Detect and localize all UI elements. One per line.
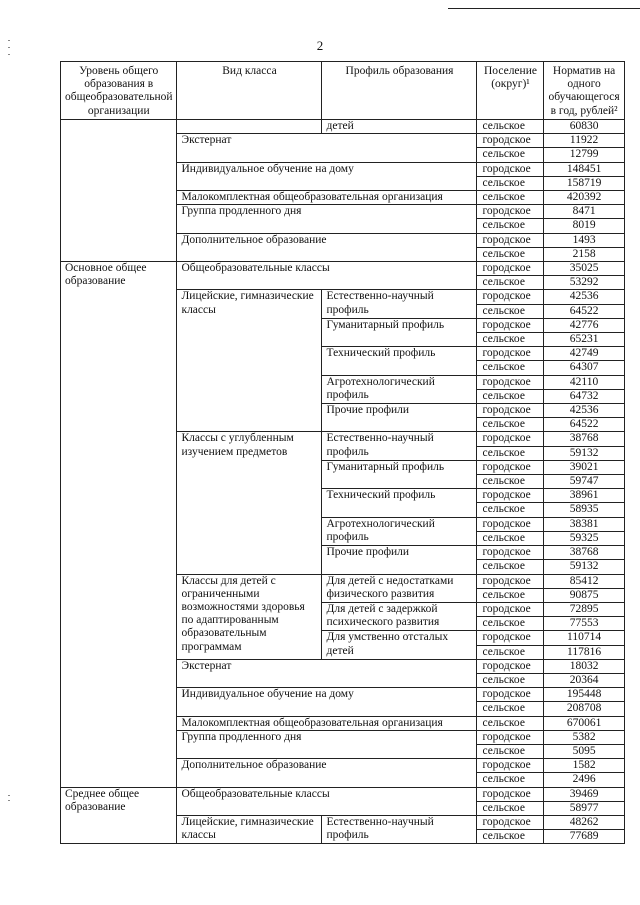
normative-cell: 195448 xyxy=(544,688,624,702)
settlement-cell: сельское xyxy=(477,830,544,844)
normatives-table xyxy=(60,61,625,844)
normative-cell: 1493 xyxy=(544,233,624,247)
header-profile: Профиль образования xyxy=(322,62,477,120)
normative-cell: 2496 xyxy=(544,773,624,787)
normative-cell: 5095 xyxy=(544,744,624,758)
normative-cell: 64522 xyxy=(544,418,624,432)
settlement-cell: сельское xyxy=(477,645,544,659)
class-kind-cell: Малокомплектная общеобразовательная организация xyxy=(177,716,477,730)
profile-cell: Естественно-научный профиль xyxy=(322,432,477,460)
normative-cell: 58935 xyxy=(544,503,624,517)
normative-cell: 64522 xyxy=(544,304,624,318)
settlement-cell: сельское xyxy=(477,716,544,730)
profile-cell: Прочие профили xyxy=(322,404,477,432)
level-cell: Среднее общее образование xyxy=(61,787,177,844)
normative-cell: 35025 xyxy=(544,262,624,276)
level-cell xyxy=(61,120,177,262)
settlement-cell: городское xyxy=(477,759,544,773)
settlement-cell: сельское xyxy=(477,418,544,432)
settlement-cell: сельское xyxy=(477,702,544,716)
normative-cell: 65231 xyxy=(544,333,624,347)
normative-cell: 58977 xyxy=(544,801,624,815)
profile-cell: Агротехнологический профиль xyxy=(322,517,477,545)
normative-cell: 64307 xyxy=(544,361,624,375)
normative-cell: 8019 xyxy=(544,219,624,233)
settlement-cell: сельское xyxy=(477,176,544,190)
normative-cell: 110714 xyxy=(544,631,624,645)
settlement-cell: сельское xyxy=(477,148,544,162)
settlement-cell: сельское xyxy=(477,744,544,758)
class-kind-cell: Дополнительное образование xyxy=(177,233,477,261)
header-level: Уровень общего образования в общеобразовательной организации xyxy=(61,62,177,120)
normative-cell: 42110 xyxy=(544,375,624,389)
settlement-cell: сельское xyxy=(477,773,544,787)
class-kind-cell: Экстернат xyxy=(177,659,477,687)
settlement-cell: городское xyxy=(477,233,544,247)
settlement-cell: городское xyxy=(477,730,544,744)
class-kind-cell: Лицейские, гимназические классы xyxy=(177,815,322,843)
settlement-cell: городское xyxy=(477,375,544,389)
settlement-cell: городское xyxy=(477,688,544,702)
settlement-cell: сельское xyxy=(477,588,544,602)
settlement-cell: городское xyxy=(477,162,544,176)
table-row xyxy=(61,262,625,276)
settlement-cell: городское xyxy=(477,318,544,332)
class-kind-cell: Общеобразовательные классы xyxy=(177,262,477,290)
header-normative: Норматив на одного обучающегося в год, рублей² xyxy=(544,62,624,120)
normative-cell: 38961 xyxy=(544,489,624,503)
class-kind-cell: Экстернат xyxy=(177,134,477,162)
settlement-cell: сельское xyxy=(477,389,544,403)
settlement-cell: сельское xyxy=(477,276,544,290)
settlement-cell: городское xyxy=(477,205,544,219)
scan-mark xyxy=(8,800,10,801)
normative-cell: 670061 xyxy=(544,716,624,730)
class-kind-cell: Индивидуальное обучение на дому xyxy=(177,688,477,716)
normative-cell: 208708 xyxy=(544,702,624,716)
settlement-cell: городское xyxy=(477,602,544,616)
settlement-cell: городское xyxy=(477,460,544,474)
settlement-cell: сельское xyxy=(477,361,544,375)
normative-cell: 38768 xyxy=(544,546,624,560)
normative-cell: 5382 xyxy=(544,730,624,744)
normative-cell: 77689 xyxy=(544,830,624,844)
settlement-cell: сельское xyxy=(477,503,544,517)
settlement-cell: сельское xyxy=(477,219,544,233)
normative-cell: 59325 xyxy=(544,531,624,545)
class-kind-cell: Дополнительное образование xyxy=(177,759,477,787)
normative-cell: 38768 xyxy=(544,432,624,446)
settlement-cell: городское xyxy=(477,262,544,276)
settlement-cell: городское xyxy=(477,290,544,304)
settlement-cell: городское xyxy=(477,815,544,829)
profile-cell: Для детей с задержкой психического развития xyxy=(322,602,477,630)
profile-cell: Гуманитарный профиль xyxy=(322,318,477,346)
normative-cell: 18032 xyxy=(544,659,624,673)
settlement-cell: сельское xyxy=(477,304,544,318)
header-rule xyxy=(448,8,640,9)
page-number: 2 xyxy=(316,38,324,53)
normative-cell: 48262 xyxy=(544,815,624,829)
settlement-cell: городское xyxy=(477,489,544,503)
normative-cell: 60830 xyxy=(544,120,624,134)
level-cell: Основное общее образование xyxy=(61,262,177,788)
settlement-cell: сельское xyxy=(477,446,544,460)
settlement-cell: сельское xyxy=(477,801,544,815)
settlement-cell: сельское xyxy=(477,191,544,205)
settlement-cell: городское xyxy=(477,517,544,531)
normative-cell: 42749 xyxy=(544,347,624,361)
normative-cell: 38381 xyxy=(544,517,624,531)
normative-cell: 59747 xyxy=(544,475,624,489)
settlement-cell: городское xyxy=(477,659,544,673)
profile-cell: Для умственно отсталых детей xyxy=(322,631,477,659)
settlement-cell: сельское xyxy=(477,475,544,489)
table-header-row xyxy=(61,62,625,120)
normative-cell: 420392 xyxy=(544,191,624,205)
normative-cell: 39021 xyxy=(544,460,624,474)
profile-cell: Технический профиль xyxy=(322,347,477,375)
class-kind-cell: Лицейские, гимназические классы xyxy=(177,290,322,432)
class-kind-cell: Малокомплектная общеобразовательная организация xyxy=(177,191,477,205)
settlement-cell: городское xyxy=(477,631,544,645)
profile-cell: Прочие профили xyxy=(322,546,477,574)
profile-cell: детей xyxy=(322,120,477,134)
table-row xyxy=(61,120,625,134)
normative-cell: 11922 xyxy=(544,134,624,148)
settlement-cell: городское xyxy=(477,404,544,418)
normative-cell: 1582 xyxy=(544,759,624,773)
normative-cell: 20364 xyxy=(544,673,624,687)
scan-mark xyxy=(8,54,10,55)
header-class-kind: Вид класса xyxy=(177,62,322,120)
profile-cell: Естественно-научный профиль xyxy=(322,815,477,843)
profile-cell: Гуманитарный профиль xyxy=(322,460,477,488)
normative-cell: 42536 xyxy=(544,404,624,418)
class-kind-cell: Индивидуальное обучение на дому xyxy=(177,162,477,190)
class-kind-cell: Группа продленного дня xyxy=(177,205,477,233)
normative-cell: 148451 xyxy=(544,162,624,176)
settlement-cell: городское xyxy=(477,432,544,446)
normative-cell: 59132 xyxy=(544,446,624,460)
class-kind-cell: Классы с углубленным изучением предметов xyxy=(177,432,322,574)
class-kind-cell xyxy=(177,120,322,134)
settlement-cell: городское xyxy=(477,546,544,560)
class-kind-cell: Классы для детей с ограниченными возможностями здоровья по адаптированным образовательным программам xyxy=(177,574,322,659)
normative-cell: 77553 xyxy=(544,617,624,631)
normative-cell: 117816 xyxy=(544,645,624,659)
settlement-cell: городское xyxy=(477,787,544,801)
normative-cell: 42776 xyxy=(544,318,624,332)
normative-cell: 59132 xyxy=(544,560,624,574)
settlement-cell: городское xyxy=(477,574,544,588)
normative-cell: 12799 xyxy=(544,148,624,162)
scan-mark xyxy=(8,795,10,796)
table-body xyxy=(61,120,625,844)
settlement-cell: сельское xyxy=(477,617,544,631)
normative-cell: 8471 xyxy=(544,205,624,219)
profile-cell: Агротехнологический профиль xyxy=(322,375,477,403)
normative-cell: 64732 xyxy=(544,389,624,403)
profile-cell: Для детей с недостатками физического развития xyxy=(322,574,477,602)
settlement-cell: городское xyxy=(477,347,544,361)
settlement-cell: городское xyxy=(477,134,544,148)
settlement-cell: сельское xyxy=(477,333,544,347)
normative-cell: 85412 xyxy=(544,574,624,588)
normative-cell: 158719 xyxy=(544,176,624,190)
profile-cell: Технический профиль xyxy=(322,489,477,517)
normative-cell: 2158 xyxy=(544,247,624,261)
settlement-cell: сельское xyxy=(477,560,544,574)
class-kind-cell: Группа продленного дня xyxy=(177,730,477,758)
normative-cell: 53292 xyxy=(544,276,624,290)
settlement-cell: сельское xyxy=(477,673,544,687)
settlement-cell: сельское xyxy=(477,120,544,134)
profile-cell: Естественно-научный профиль xyxy=(322,290,477,318)
normative-cell: 72895 xyxy=(544,602,624,616)
normative-cell: 42536 xyxy=(544,290,624,304)
settlement-cell: сельское xyxy=(477,531,544,545)
normative-cell: 90875 xyxy=(544,588,624,602)
header-settlement: Поселение (округ)¹ xyxy=(477,62,544,120)
normative-cell: 39469 xyxy=(544,787,624,801)
table-row xyxy=(61,787,625,801)
settlement-cell: сельское xyxy=(477,247,544,261)
class-kind-cell: Общеобразовательные классы xyxy=(177,787,477,815)
